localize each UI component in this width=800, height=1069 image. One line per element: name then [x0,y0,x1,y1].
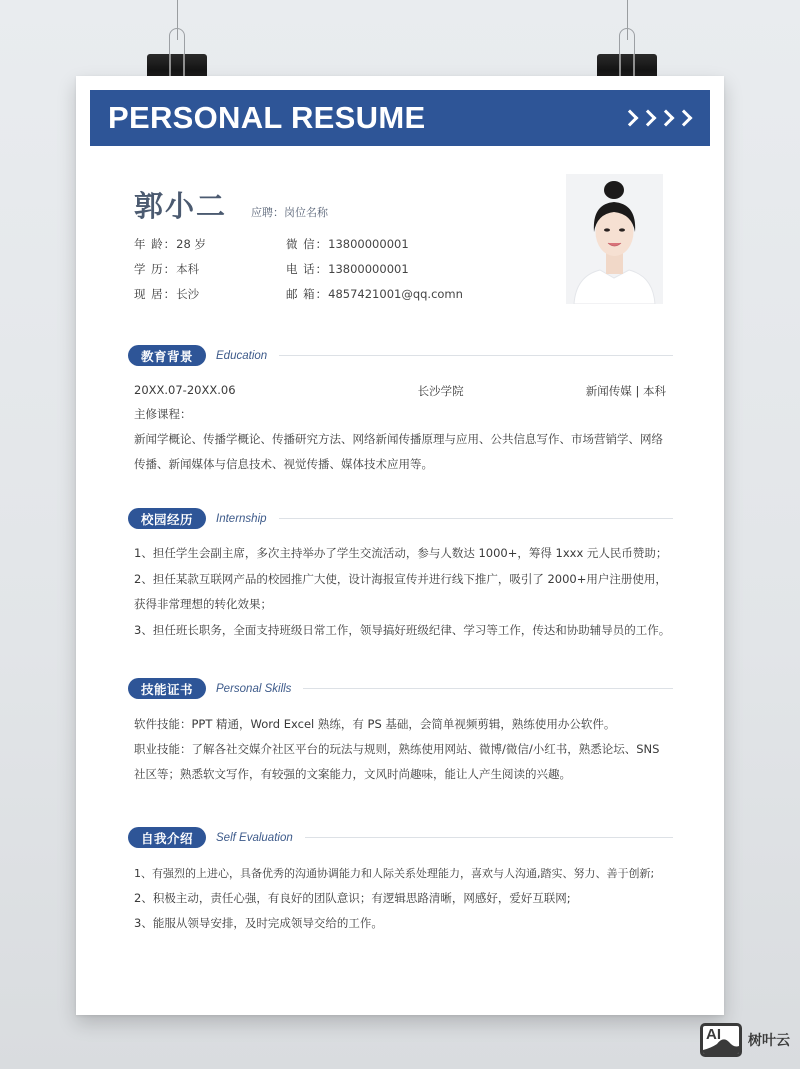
info-label: 邮 箱： [286,287,329,301]
info-email [286,286,463,302]
info-education [134,261,199,277]
logo-text: AI [706,1026,721,1043]
resume-paper [76,76,724,1015]
portrait-icon [566,174,663,304]
info-value: 28 岁 [176,237,206,251]
info-age [134,236,206,252]
section-divider [279,355,673,356]
internship-item: 2、担任某款互联网产品的校园推广大使，设计海报宣传并进行线下推广，吸引了 2000+用户注册使用，获得非常理想的转化效果； [134,572,667,611]
self-evaluation-item: 1、有强烈的上进心，具备优秀的沟通协调能力和人际关系处理能力，喜欢与人沟通,踏实、努力、善于创新; [134,867,655,880]
education-school: 长沙学院 [417,384,464,398]
section-divider [305,837,673,838]
apply-value: 岗位名称 [284,206,329,219]
section-pill: 自我介绍 [128,827,206,848]
section-pill: 校园经历 [128,508,206,529]
banner-title: PERSONAL RESUME [108,100,426,135]
info-residence [134,286,199,302]
section-subtitle: Education [216,349,268,362]
ai-logo-icon [700,1023,742,1057]
section-pill: 教育背景 [128,345,206,366]
education-major: 新闻传媒 | 本科 [585,384,666,398]
info-value: 13800000001 [328,262,409,276]
profile-photo [566,174,663,304]
name-row [134,184,328,225]
info-label: 学 历： [134,262,177,276]
apply-label: 应聘： [251,206,285,219]
skills-item: 软件技能：PPT 精通，Word Excel 熟练，有 PS 基础，会简单视频剪辑，熟练使用办公软件。 [134,717,616,731]
info-label: 微 信： [286,237,329,251]
watermark-brand: 树叶云 [748,1033,790,1049]
info-label: 现 居： [134,287,177,301]
info-value: 13800000001 [328,237,409,251]
education-courses: 新闻学概论、传播学概论、传播研究方法、网络新闻传播原理与应用、公共信息写作、市场营销学、网络传播、新闻媒体与信息技术、视觉传播、媒体技术应用等。 [134,432,663,471]
apply-position [251,204,328,220]
section-subtitle: Personal Skills [216,682,292,695]
internship-item: 3、担任班长职务，全面支持班级日常工作，领导搞好班级纪律、学习等工作，传达和协助辅导员的工作。 [134,623,671,637]
info-phone [286,261,409,277]
info-value: 4857421001@qq.comn [328,287,463,301]
section-header-skills [128,678,673,699]
section-subtitle: Self Evaluation [216,831,293,844]
section-header-internship [128,508,673,529]
education-period: 20XX.07-20XX.06 [134,383,236,397]
watermark [700,1023,790,1057]
candidate-name: 郭小二 [134,189,228,223]
internship-item: 1、担任学生会副主席，多次主持举办了学生交流活动，参与人数达 1000+，筹得 1xxx 元人民币赞助； [134,546,668,560]
info-value: 长沙 [176,287,200,301]
section-subtitle: Internship [216,512,267,525]
section-header-self-evaluation [128,827,673,848]
info-label: 年 龄： [134,237,177,251]
info-value: 本科 [176,262,200,276]
header-banner [90,90,710,146]
chevrons-icon [624,112,690,124]
self-evaluation-item: 3、能服从领导安排，及时完成领导交给的工作。 [134,916,383,930]
section-pill: 技能证书 [128,678,206,699]
education-courses-label: 主修课程： [134,407,192,421]
skills-item: 职业技能：了解各社交媒介社区平台的玩法与规则，熟练使用网站、微博/微信/小红书，熟悉论坛、SNS 社区等；熟悉软文写作，有较强的文案能力，文风时尚趣味，能让人产生阅读的兴趣。 [134,742,660,781]
info-label: 电 话： [286,262,329,276]
info-wechat [286,236,409,252]
section-divider [279,518,673,519]
self-evaluation-item: 2、积极主动，责任心强，有良好的团队意识；有逻辑思路清晰，网感好，爱好互联网; [134,891,571,905]
education-row [134,383,666,399]
section-header-education [128,345,673,366]
section-divider [303,688,673,689]
